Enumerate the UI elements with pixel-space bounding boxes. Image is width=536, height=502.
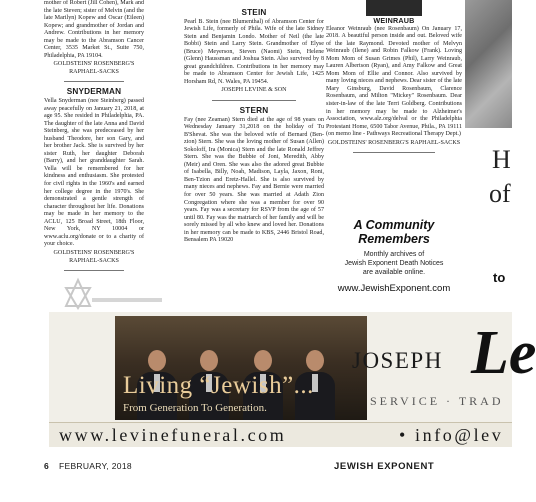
promo-line: are available online.	[362, 269, 426, 276]
obituary-text: Vella Snyderman (nee Steinberg) passed away peacefully on January 21, 2018, at age 95. She resided in Philadelphia, PA. The daughter of the late Anna and David Steinberg, she was predeceased by her husband Theodore, her son Gary, and her brother Jack. She is survived by her sister Ruth, her daughter Deborah (Barry), and her granddaughter Sarah. Vella will be remembered for her kindness and enthusiasm. She protested for civil rights in the 1960's and earned her college degree in the 1970's. She demonstrated a gentle strength of character throughout her life. Donations may be made in her memory to the ACLU, 125 Broad Street, 18th Floor, New York, NY 10004 or www.aclu.org/donate or to a charity of your choice.	[44, 98, 144, 248]
obituary-name: SNYDERMAN	[66, 87, 122, 97]
promo-url-link[interactable]: www.JewishExponent.com	[337, 283, 451, 294]
obituary-name: WEINRAUB	[373, 16, 415, 25]
ad-services: SERVICE · TRAD	[370, 394, 504, 408]
divider	[353, 152, 435, 153]
adjacent-heading: H	[492, 145, 511, 174]
levine-funeral-ad[interactable]	[49, 312, 536, 446]
ad-photo	[115, 316, 367, 420]
obituary-text: Eleanor Weinraub (nee Rosenbaum) On January 17, 2018. A beautiful person inside and out. Beloved wife of the late Raymond. Devoted mother of Melvyn Weinraub (Ilene) and Robin Falkow (Frank). Loving Mom Mom of Susan Grimes (Phil), Larry Weinraub, Lauren Albertson (Ryan), and Amy Falkow and Great Mom Mom of Ellie and Connor. Also survived by many loving nieces and nephews. Dear sister of the late Mary Ginsburg, David Rosenbaum, Clarence Rosenbaum, and Milton "Mickey" Rosenbaum. Dear sister-in-law of the late Terri Goldberg. Contributions in her memory may be made to Alzheimer's Association, www.alz.org/delval or the Philadelphia Protestant Home, 6500 Tabor Avenue, Phila., PA 19111 (on memo line - Pathways Recreational Therapy Dept.)	[326, 25, 462, 138]
ad-slogan: Living “Jewish”...	[123, 372, 314, 399]
adjacent-text: to	[493, 270, 506, 285]
promo-title: Remembers	[358, 232, 430, 246]
promo-subtitle	[326, 250, 462, 277]
community-remembers-promo	[326, 218, 462, 294]
funeral-home: GOLDSTEINS' ROSENBERG'S RAPHAEL-SACKS	[53, 61, 135, 75]
divider	[64, 270, 124, 271]
promo-line: Monthly archives of	[363, 251, 425, 258]
ad-tagline: From Generation To Generation.	[123, 402, 267, 414]
funeral-home: JOSEPH LEVINE & SON	[221, 87, 287, 94]
obituary-text: Pearl B. Stein (nee Blumenthal) of Abramson Center for Jewish Life, formerly of Phila. Wife of the late Sidney Stein and Benjamin Londo. Mother of Neil (the late Bobbi) Stein and Larry Stein. Grandmother of Elyse (Bruce) Meyerson, Steven (Naomi) Stein, Helene (Glenn) Haussman and Joshua Stein. Also survived by 8 great grandchildren. Contributions in her memory may be made to Abramson Center for Jewish Life, 1425 Horsham Rd, N. Wales, PA 19454.	[184, 18, 324, 85]
ad-brand-logo: Le	[471, 319, 536, 387]
ad-email-link[interactable]: • info@lev	[399, 425, 504, 445]
funeral-home: GOLDSTEINS' ROSENBERG'S RAPHAEL-SACKS	[53, 249, 135, 264]
adjacent-heading: of	[489, 179, 511, 208]
column-2	[184, 0, 324, 245]
obituary-name: STEIN	[241, 8, 267, 17]
adjacent-photo	[465, 0, 512, 128]
column-3	[326, 0, 462, 153]
obituary-text: Fay (nee Zeaman) Stern died at the age of 98 years on Wednesday January 31,2018 on the holiday of Tu B'Shevat. She was the beloved wife of Bernard (Ben-zion) Stern. She was the loving mother of Susan (Allen) Sokoloff, Ira (Monica) Stern and the late Ronald Jeffrey Stern. She was the Bubbie of Joni, Meredith, Abby (Meir) and Oren. She was also the adored great Bubbie of Isabella, Billy, Noah, Madison, Layla, Jaxon, Roni, Ben-Tzion and Eretz-Hallel. She is also survived by many nieces and nephews. Fay and Bernie were married for over 50 years. She was married at Adath Zion Congregation where she was a member for over 90 years. Fay was a secretary for RSVP from the age of 57 until 80. Fay was the matriarch of her family and will be sorely missed by all who knew and loved her. Donations in her memory can be made to KBS, 2446 Bristol Road, Bensalem PA 19020	[184, 116, 324, 244]
promo-line: Jewish Exponent Death Notices	[344, 260, 444, 267]
obituary-name: STERN	[239, 106, 269, 116]
divider	[212, 100, 296, 101]
ad-brand: JOSEPH	[352, 348, 443, 373]
publication-name: JEWISH EXPONENT	[334, 461, 435, 472]
issue-date: FEBRUARY, 2018	[59, 461, 132, 471]
ad-website-link[interactable]: www.levinefuneral.com	[59, 425, 287, 445]
obituary-text: mother of Robert (Jill Cohen), Mark and the late Steven; sister of Melvin (and the late Marilyn) Kopew and Oscar (Eileen) Kopew; and grandmother of Jordan and Andrew. Contributions in her memory may be made to the Abramson Cancer Center, 3535 Market St., Suite 750, Philadelphia, PA 19104.	[44, 0, 144, 59]
page-number: 6	[44, 461, 49, 471]
divider	[64, 81, 124, 82]
funeral-home: GOLDSTEINS' ROSENBERG'S RAPHAEL-SACKS	[327, 139, 461, 146]
star-of-david-icon	[56, 274, 166, 308]
promo-title: A Community	[353, 218, 435, 232]
column-1	[44, 0, 144, 271]
